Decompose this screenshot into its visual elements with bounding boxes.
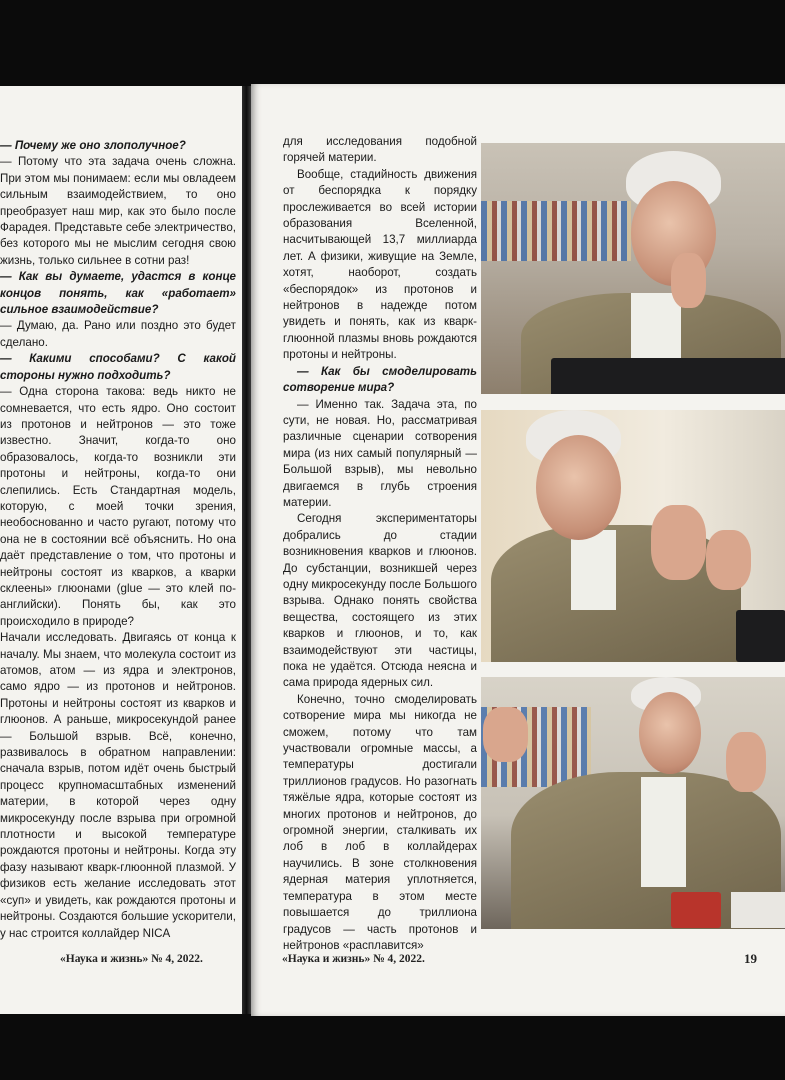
- photo-laptop: [736, 610, 785, 662]
- photo-shirt: [641, 777, 686, 887]
- photo-scientist-thinking: [481, 143, 785, 394]
- interview-question: — Как вы думаете, удастся в конце концов понять, как «работает» сильное взаимодействие?: [0, 270, 236, 317]
- book-gutter: [242, 86, 251, 1014]
- photo-face: [639, 692, 701, 774]
- body-paragraph: — Потому что эта задача очень сложна. При этом мы понимаем: если мы овладеем сильным взаимодействием, то оно преобразует наш мир, как это было после Фарадея. Представьте себе электричество, без которого мы не мыслим сегодня свою жизнь, только сильнее в сотни раз!: [0, 155, 236, 267]
- photo-hand: [706, 530, 751, 590]
- body-paragraph: — Одна сторона такова: ведь никто не сомневается, что есть ядро. Оно состоит из протонов и нейтронов — это тоже известно. Значит, когда-то оно образовалось, когда-то возникли эти протоны и нейтроны, когда-то они слепились. Есть Стандартная модель, которую, с моей точки зрения, необоснованно и часто ругают, потому что она не в состоянии всё объяснить. Но она даёт представление о том, что протоны и нейтроны состоят из кварков, а кварки склеены» глюонами (glue — это клей по-английски). Понять бы, как это происходило в природе?: [0, 385, 236, 628]
- photo-scientist-explaining: [481, 677, 785, 929]
- interview-question: — Как бы смоделировать сотворение мира?: [283, 364, 477, 395]
- footer-right: «Наука и жизнь» № 4, 2022.: [282, 953, 425, 965]
- photo-shirt: [631, 293, 681, 363]
- photo-laptop: [551, 358, 785, 394]
- left-page: [0, 86, 242, 1014]
- photo-shirt: [571, 530, 616, 610]
- body-paragraph: Начали исследовать. Двигаясь от конца к началу. Мы знаем, что молекула состоит из атомов, атом — из ядра и электронов, само ядро — из протонов и нейтронов. Протоны и нейтроны состоят из кварков и глюонов. А раньше, микросекундой ранее — Большой взрыв. Всё, конечно, развивалось в обратном направлении: сначала взрыв, потом идёт очень быстрый процесс крупномасштабных изменений материи, в которой через одну микросекунду после взрыва при огромной плотности и высокой температуре рождаются протоны и нейтроны. Когда эту фазу называют кварк-глюонной плазмой. У физиков есть желание исследовать этот «суп» и увидеть, как рождаются протоны и нейтроны. Создаются большие ускорители, у нас строится коллайдер NICA: [0, 631, 236, 940]
- page-number: 19: [744, 951, 757, 966]
- interview-question: — Почему же оно злополучное?: [0, 139, 186, 152]
- body-paragraph: — Думаю, да. Рано или поздно это будет сделано.: [0, 319, 236, 349]
- photo-background-shelf: [481, 201, 631, 261]
- photo-hand: [483, 707, 528, 762]
- photo-hand: [726, 732, 766, 792]
- photo-hand: [651, 505, 706, 580]
- body-paragraph: Сегодня экспериментаторы добрались до стадии возникновения кварков и глюонов. До субстанции, возникшей через одну микросекунду после Большого взрыва. Однако понять свойства вещества, состоящего из этих кварков и глюонов, и то, как взаимодействуют эти частицы, пока не удаётся. Отсюда неясна и сама природа ядерных сил.: [283, 512, 477, 690]
- photo-hand: [671, 253, 706, 308]
- footer-left: «Наука и жизнь» № 4, 2022.: [60, 953, 203, 965]
- body-paragraph: — Именно так. Задача эта, по сути, не новая. Но, рассматривая различные сценарии сотворения мира (из них самый популярный — Большой взрыв), мы невольно двигаемся в глубь строения материи.: [283, 397, 477, 509]
- body-paragraph: Конечно, точно смоделировать сотворение мира мы никогда не сможем, потому что там участвовали огромные массы, а температуры достигали триллионов градусов. Но разогнать тяжёлые ядра, которые состоят из многих протонов и нейтронов, до огромной энергии, сталкивать их лоб в лоб в коллайдерах научились. В зоне столкновения ядерная материя уплотняется, температура в этом месте повышается до триллиона градусов — часть протонов и нейтронов «расплавится»: [283, 692, 477, 952]
- photo-scientist-gesturing: [481, 410, 785, 662]
- interview-question: — Какими способами? С какой стороны нужно подходить?: [0, 352, 236, 382]
- right-text-column: [283, 134, 477, 954]
- body-paragraph: Вообще, стадийность движения от беспорядка к порядку прослеживается во всей истории образования Вселенной, насчитывающей 13,7 миллиарда лет. А физики, живущие на Земле, хотят, наоборот, создать «беспорядок» из протонов и нейтронов в надежде потом увидеть и понять, как из кварк-глюонной плазмы вновь рождаются протоны и нейтроны.: [283, 167, 477, 362]
- body-paragraph: для исследования подобной горячей материи.: [283, 135, 477, 165]
- photo-desk-papers: [731, 892, 785, 928]
- photo-pen-holder: [671, 892, 721, 928]
- left-text-column: [0, 138, 236, 942]
- photo-face: [536, 435, 621, 540]
